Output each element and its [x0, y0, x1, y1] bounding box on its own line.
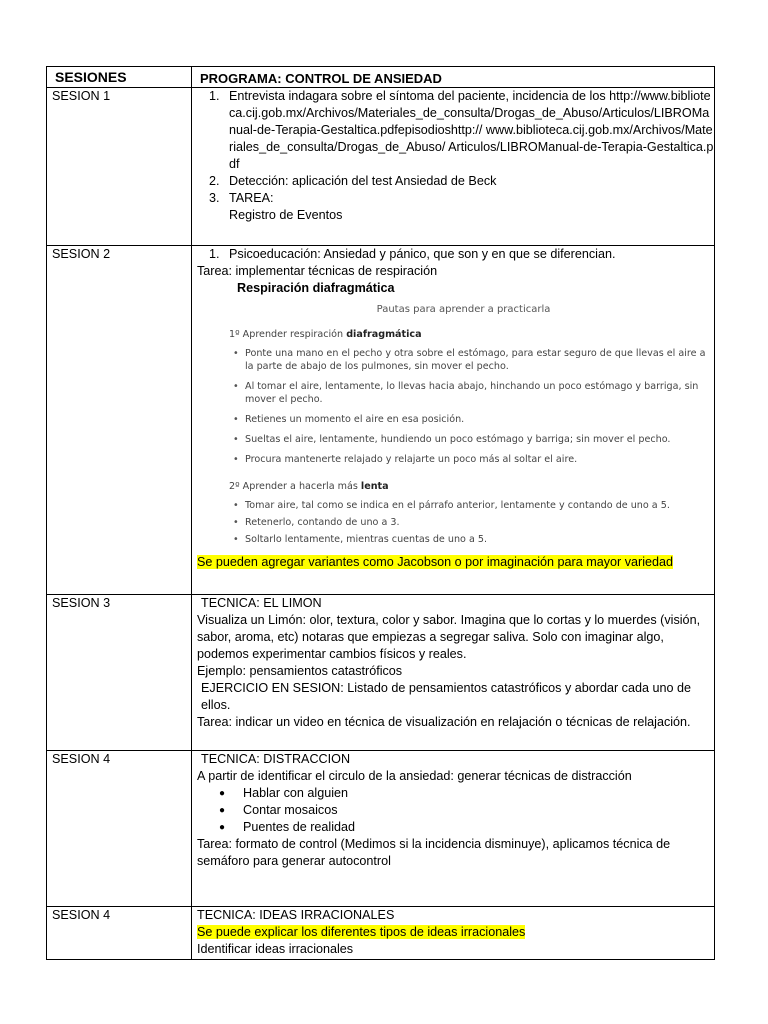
- session-4-intro: A partir de identificar el circulo de la ansiedad: generar técnicas de distracción: [197, 769, 632, 783]
- session-3-technique: TECNICA: EL LIMON: [201, 596, 322, 610]
- session-1-item-2: 2. Detección: aplicación del test Ansiedad de Beck: [223, 173, 714, 190]
- session-1-tarea-detail: Registro de Eventos: [229, 208, 343, 222]
- session-1-tarea-label: TAREA:: [229, 191, 274, 205]
- session-4-row: [47, 751, 715, 907]
- session-2-label: SESION 2: [47, 246, 192, 595]
- session-5-technique: TECNICA: IDEAS IRRACIONALES: [197, 908, 395, 922]
- guide-step-2-list: [219, 499, 708, 546]
- guide-bullet: • Retienes un momento el aire en esa posición.: [233, 413, 708, 426]
- session-3-row: [47, 595, 715, 751]
- program-title: PROGRAMA: CONTROL DE ANSIEDAD: [192, 67, 715, 88]
- guide-title: Pautas para aprender a practicarla: [376, 304, 551, 315]
- session-2-highlight-note: Se pueden agregar variantes como Jacobson o por imaginación para mayor variedad: [197, 555, 674, 569]
- sessions-table: [46, 66, 715, 960]
- session-5-content: [192, 907, 715, 960]
- list-item: ● Contar mosaicos: [243, 802, 714, 819]
- session-2-list: [197, 246, 714, 263]
- guide-bullet: • Retenerlo, contando de uno a 3.: [233, 516, 708, 529]
- session-3-label: SESION 3: [47, 595, 192, 751]
- session-3-example: Ejemplo: pensamientos catastróficos: [197, 664, 403, 678]
- guide-bullet: • Procura mantenerte relajado y relajarte un poco más al soltar el aire.: [233, 453, 708, 466]
- list-item: ● Hablar con alguien: [243, 785, 714, 802]
- session-1-content: [192, 88, 715, 246]
- session-1-label: SESION 1: [47, 88, 192, 246]
- session-4-technique: TECNICA: DISTRACCION: [201, 752, 351, 766]
- guide-bullet: • Tomar aire, tal como se indica en el párrafo anterior, lentamente y contando de uno a 5.: [233, 499, 708, 512]
- session-4-tarea: Tarea: formato de control (Medimos si la incidencia disminuye), aplicamos técnica de semáforo para generar autocontrol: [197, 837, 671, 868]
- guide-bullet: • Sueltas el aire, lentamente, hundiendo un poco estómago y barriga; sin mover el pecho.: [233, 433, 708, 446]
- list-item: ● Puentes de realidad: [243, 819, 714, 836]
- guide-bullet: • Soltarlo lentamente, mientras cuentas de uno a 5.: [233, 533, 708, 546]
- session-4-bullets: [197, 785, 714, 836]
- table-header-row: [47, 67, 715, 88]
- breathing-guide-figure: [219, 303, 708, 546]
- guide-bullet: • Ponte una mano en el pecho y otra sobre el estómago, para estar seguro de que llevas el aire a la parte de abajo de los pulmones, sin mover el pecho.: [233, 347, 708, 373]
- session-2-content: [192, 246, 715, 595]
- session-5-row: [47, 907, 715, 960]
- sessions-header: SESIONES: [47, 67, 192, 88]
- session-3-tarea: Tarea: indicar un video en técnica de visualización en relajación o técnicas de relajación.: [197, 715, 691, 729]
- session-4-label: SESION 4: [47, 751, 192, 907]
- session-1-row: [47, 88, 715, 246]
- session-3-content: [192, 595, 715, 751]
- session-1-list: [197, 88, 714, 224]
- session-5-highlight-note: Se puede explicar los diferentes tipos de ideas irracionales: [197, 925, 526, 939]
- guide-step-2: 2º Aprender a hacerla más lenta: [229, 481, 389, 492]
- session-2-item-1: 1. Psicoeducación: Ansiedad y pánico, que son y en que se diferencian.: [223, 246, 714, 263]
- session-2-subtitle: Respiración diafragmática: [237, 281, 395, 295]
- guide-step-1-list: [219, 347, 708, 466]
- session-2-tarea: Tarea: implementar técnicas de respiración: [197, 264, 438, 278]
- session-5-identify: Identificar ideas irracionales: [197, 942, 354, 956]
- session-1-item-3: [223, 190, 714, 224]
- session-4-content: [192, 751, 715, 907]
- guide-step-1: 1º Aprender respiración diafragmática: [229, 329, 422, 340]
- guide-bullet: • Al tomar el aire, lentamente, lo llevas hacia abajo, hinchando un poco estómago y barriga, sin mover el pecho.: [233, 380, 708, 406]
- session-2-row: [47, 246, 715, 595]
- session-3-exercise: EJERCICIO EN SESION: Listado de pensamientos catastróficos y abordar cada uno de ellos.: [201, 681, 692, 712]
- session-5-label: SESION 4: [47, 907, 192, 960]
- session-3-description: Visualiza un Limón: olor, textura, color y sabor. Imagina que lo cortas y lo muerdes (visión, sabor, aroma, etc) notaras que empiezas a segregar saliva. Solo con imaginar algo, podemos experimentar cambios físicos y reales.: [197, 613, 701, 661]
- session-1-item-1: 1. Entrevista indagara sobre el síntoma del paciente, incidencia de los http://www.biblioteca.cij.gob.mx/Archivos/Materiales_de_consulta/Drogas_de_Abuso/Articulos/LIBROManual-de-Terapia-Gestaltica.pdfepisodioshttp:// www.biblioteca.cij.gob.mx/Archivos/Materiales_de_consulta/Drogas_de_Abuso/ Articulos/LIBROManual-de-Terapia-Gestaltica.pdf: [223, 88, 714, 173]
